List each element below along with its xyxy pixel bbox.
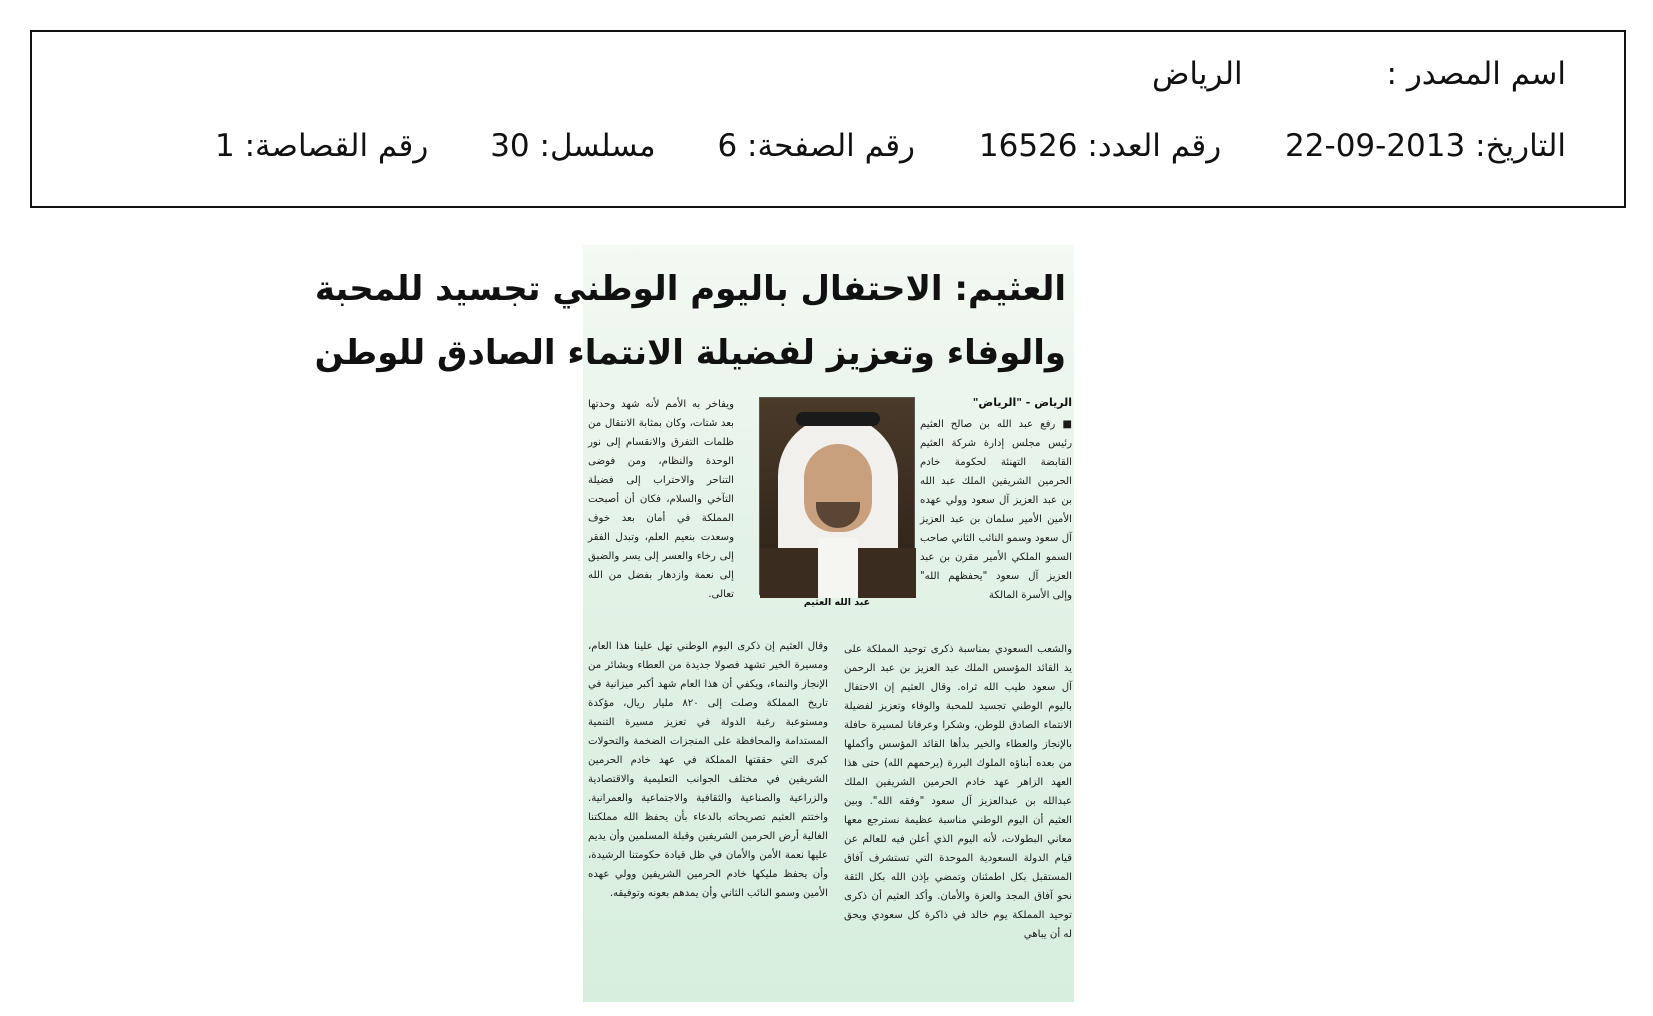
serial-field: مسلسل: 30 [490, 128, 656, 164]
date-field: التاريخ: 2013-09-22 [1285, 128, 1566, 164]
headline-line-1: العثيم: الاحتفال باليوم الوطني تجسيد للمحبة [314, 269, 1066, 309]
collar-shape [818, 538, 858, 598]
clip-number-field: رقم القصاصة: 1 [215, 128, 429, 164]
photo-caption: عبد الله العثيم [803, 597, 871, 608]
document-metadata-box [30, 30, 1626, 208]
page-number-field: رقم الصفحة: 6 [717, 128, 916, 164]
newspaper-clipping [314, 245, 1074, 1002]
article-column-right-top: ■ رفع عبد الله بن صالح العثيم رئيس مجلس إدارة شركة العثيم القابضة التهنئة لحكومة خادم الحرمين الشريفين الملك عبد الله بن عبد العزيز آل سعود وولي عهده الأمين الأمير سلمان بن عبد العزيز آل سعود وسمو النائب الثاني صاحب السمو الملكي الأمير مقرن بن عبد العزيز آل سعود "يحفظهم الله" وإلى الأسرة المالكة [920, 419, 1072, 601]
details-row [215, 128, 1566, 164]
headline-line-2: والوفاء وتعزيز لفضيلة الانتماء الصادق للوطن [314, 333, 1066, 373]
issue-number-field: رقم العدد: 16526 [978, 128, 1222, 164]
article-column-right-bottom: والشعب السعودي بمناسبة ذكرى توحيد المملكة على يد القائد المؤسس الملك عبد العزيز بن عبد الرحمن آل سعود طيب الله ثراه. وقال العثيم إن الاحتفال باليوم الوطني تجسيد للمحبة والوفاء وتعزيز لفضيلة الانتماء الصادق للوطن، وشكرا وعرفانا لمسيرة حافلة بالإنجاز والعطاء والخير بدأها القائد المؤسس وأكملها من بعده أبناؤه الملوك البررة (يرحمهم الله) حتى هذا العهد الزاهر عهد خادم الحرمين الشريفين الملك عبدالله بن عبدالعزيز آل سعود "وفقه الله". وبين العثيم أن اليوم الوطني مناسبة عظيمة نسترجع معها معاني البطولات، لأنه اليوم الذي أعلن فيه للعالم عن قيام الدولة السعودية الموحدة التي تستشرف آفاق المستقبل بكل اطمئنان وتمضي بإذن الله بكل الثقة نحو آفاق المجد والعزة والأمان. وأكد العثيم أن ذكرى توحيد المملكة يوم خالد في ذاكرة كل سعودي ويحق له أن يباهي [844, 644, 1072, 940]
source-label: اسم المصدر : [1386, 56, 1566, 92]
article-column-left-bottom: وقال العثيم إن ذكرى اليوم الوطني تهل علينا هذا العام، ومسيرة الخير تشهد فصولا جديدة من العطاء وبشائر من الإنجاز والنماء، ويكفي أن هذا العام شهد أكبر ميزانية في تاريخ المملكة وصلت إلى ٨٢٠ مليار ريال، مؤكدة ومستوعبة رغبة الدولة في تعزيز مسيرة التنمية المستدامة والمحافظة على المنجزات الضخمة والتحولات كبرى التي حققتها المملكة في عهد خادم الحرمين الشريفين في مختلف الجوانب التعليمية والاقتصادية والزراعية والصناعية والثقافية والاجتماعية والعمرانية. واختتم العثيم تصريحاته بالدعاء بأن يحفظ الله مملكتنا الغالية أرض الحرمين الشريفين وقبلة المسلمين وأن يديم عليها نعمة الأمن والأمان في ظل قيادة حكومتنا الرشيدة، وأن يحفظ مليكها خادم الحرمين الشريفين وولي عهده الأمين وسمو النائب الثاني وأن يمدهم بعونه وتوفيقه. [588, 641, 828, 899]
source-row [1152, 56, 1566, 92]
article-column-left-top: ويفاخر به الأمم لأنه شهد وحدتها بعد شتات، وكان بمثابة الانتقال من ظلمات التفرق والانقسام إلى نور الوحدة والنظام، ومن فوضى التناحر والاحتراب إلى فضيلة التآخي والسلام، فكان أن أصبحت المملكة في أمان بعد خوف وسعدت بنعيم العلم، وتبدل الفقر إلى رخاء والعسر إلى يسر والضيق إلى نعمة وازدهار بفضل من الله تعالى. [588, 399, 734, 600]
source-value: الرياض [1151, 56, 1243, 92]
agal-shape [796, 412, 880, 426]
portrait-photo [759, 397, 915, 595]
byline: الرياض - "الرياض" [972, 396, 1072, 409]
